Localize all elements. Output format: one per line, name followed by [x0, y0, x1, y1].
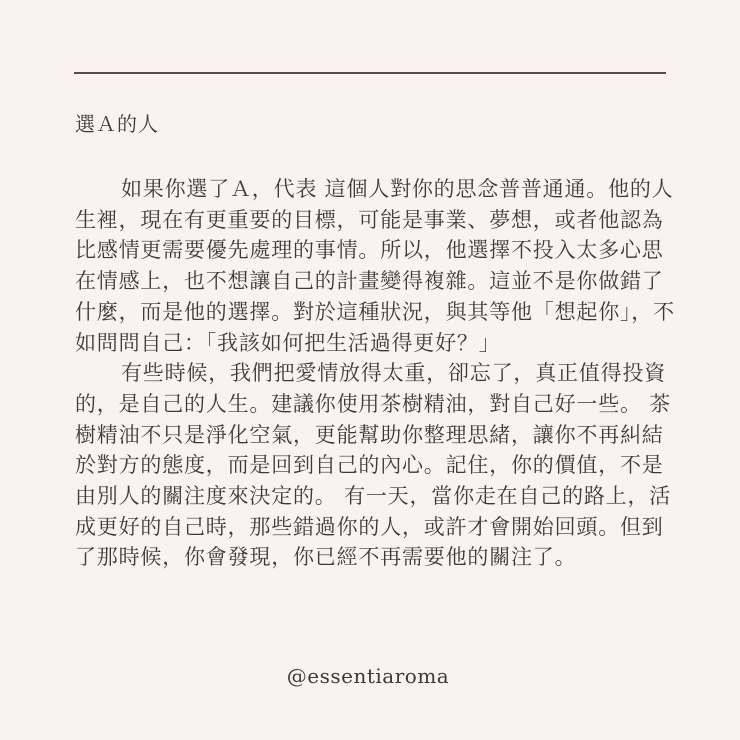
social-handle-text: @essentiaroma	[286, 664, 450, 688]
social-handle	[0, 664, 740, 688]
paragraph-1: 如果你選了Ａ，代表 這個人對你的思念普普通通。他的人生裡，現在有更重要的目標，可能是事業、夢想，或者他認為比感情更需要優先處理的事情。所以，他選擇不投入太多心思在情感上，也不想讓自己的計畫變得複雜。這並不是你做錯了什麼，而是他的選擇。對於這種狀況，與其等他「想起你」，不如問問自己：「我該如何把生活過得更好？」	[75, 177, 675, 355]
article-body	[75, 174, 675, 573]
top-divider	[74, 72, 666, 74]
paragraph-2: 有些時候，我們把愛情放得太重，卻忘了，真正值得投資的，是自己的人生。建議你使用茶樹精油，對自己好一些。 茶樹精油不只是淨化空氣，更能幫助你整理思緒，讓你不再糾結於對方的態度，而是回到自己的內心。記住，你的價值，不是由別人的關注度來決定的。 有一天，當你走在自己的路上，活成更好的自己時，那些錯過你的人，或許才會開始回頭。但到了那時候，你會發現，你已經不再需要他的關注了。	[75, 361, 672, 570]
page-title: 選Ａ的人	[75, 112, 159, 136]
